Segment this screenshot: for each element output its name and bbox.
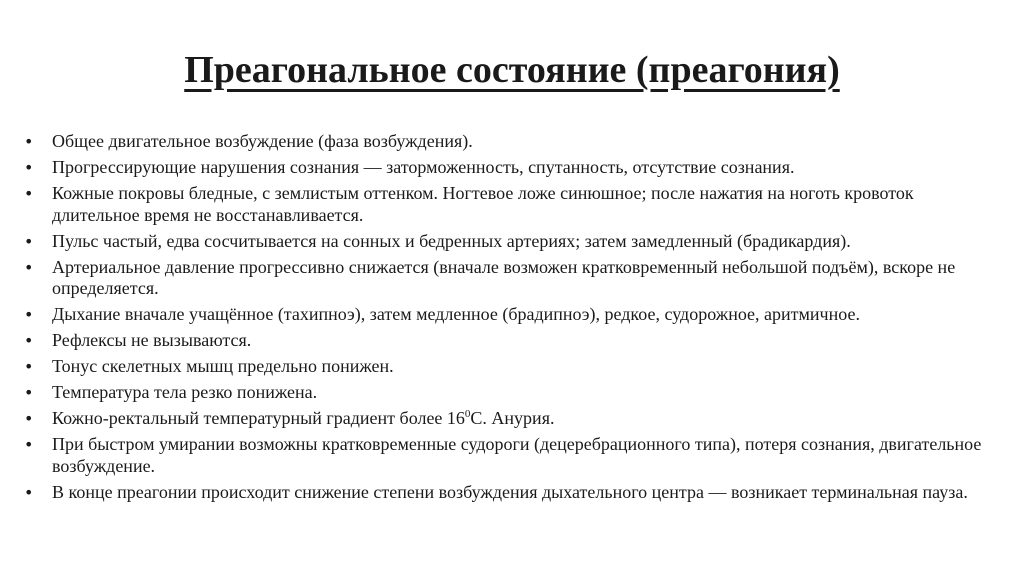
bullet-item [52,231,1002,253]
bullet-item [52,330,1002,352]
bullet-text-tail: С. Анурия. [470,408,555,428]
bullet-item [52,131,1002,153]
bullet-text: Кожно-ректальный температурный градиент более 16 [52,408,465,428]
bullet-text: Температура тела резко понижена. [52,382,318,402]
bullet-text: Артериальное давление прогрессивно снижается (вначале возможен кратковременный небольшой подъём), вскоре не определяется. [52,256,956,298]
bullet-item [52,257,1002,300]
bullet-item [52,356,1002,378]
bullet-text: Дыхание вначале учащённое (тахипноэ), затем медленное (брадипноэ), редкое, судорожное, аритмичное. [52,304,860,324]
bullet-text: Прогрессирующие нарушения сознания — заторможенность, спутанность, отсутствие сознания. [52,157,795,177]
bullet-text: В конце преагонии происходит снижение степени возбуждения дыхательного центра — возникает терминальная пауза. [52,481,968,502]
bullet-item [52,408,1002,430]
bullet-text: Тонус скелетных мышц предельно понижен. [52,356,394,376]
bullet-text: Рефлексы не вызываются. [52,330,252,350]
bullet-item [52,434,1002,477]
bullet-item [52,157,1002,179]
bullet-item [52,304,1002,326]
bullet-text: Общее двигательное возбуждение (фаза возбуждения). [52,131,473,151]
superscript-degree: 0 [464,408,471,420]
bullet-text: Кожные покровы бледные, с землистым оттенком. Ногтевое ложе синюшное; после нажатия на ноготь кровоток длительное время не восстанавливается. [52,183,914,225]
bullet-text: При быстром умирании возможны кратковременные судороги (децеребрационного типа), потеря сознания, двигательное возбуждение. [52,434,982,476]
bullet-list [52,131,1002,508]
bullet-item [52,482,1002,504]
bullet-text: Пульс частый, едва сосчитывается на сонных и бедренных артериях; затем замедленный (брадикардия). [52,230,851,251]
bullet-item [52,382,1002,404]
bullet-item [52,183,1002,226]
slide-title-text: Преагональное состояние (преагония) [184,49,840,91]
slide-title [0,42,1024,98]
